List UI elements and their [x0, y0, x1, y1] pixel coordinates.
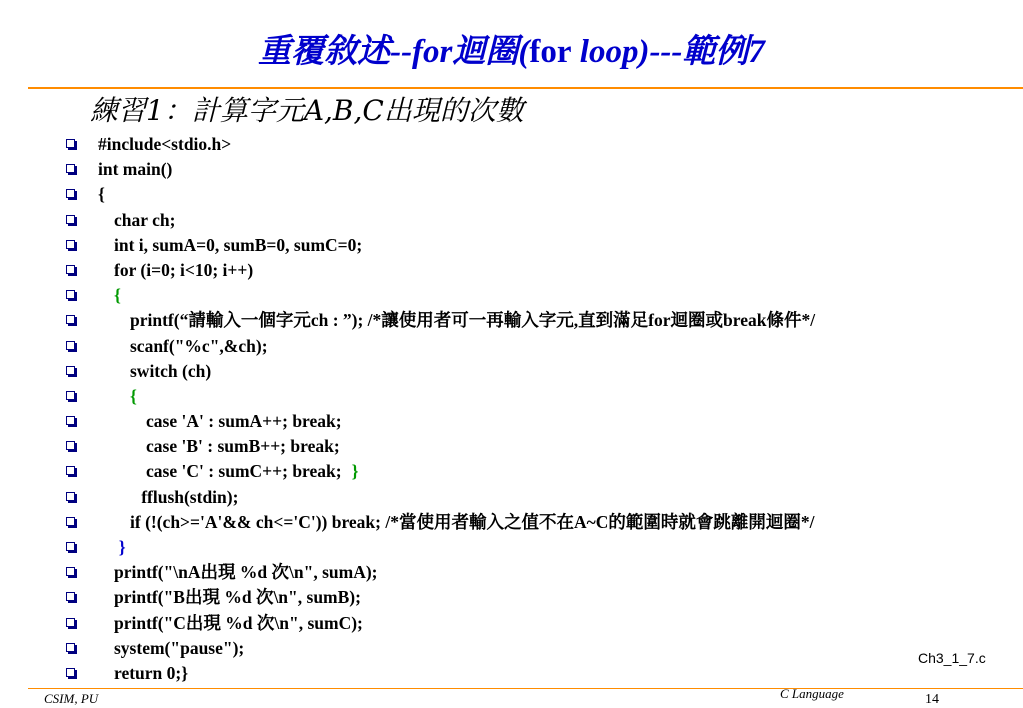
title-part-1: 重覆敘述--for迴圈(: [258, 34, 530, 70]
footer-course: CSIM, PU: [44, 691, 99, 706]
footer-divider: [28, 688, 1023, 689]
footer-subject: C Language: [780, 686, 844, 701]
code-line-text: [130, 384, 137, 409]
code-line-text: [98, 132, 231, 157]
code-line: [0, 611, 1023, 636]
square-bullet-icon: [66, 668, 75, 677]
file-label: Ch3_1_7.c: [918, 650, 986, 666]
square-bullet-icon: [66, 164, 75, 173]
code-line: [0, 661, 1023, 686]
square-bullet-icon: [66, 567, 75, 576]
code-text: scanf("%c",&ch);: [130, 335, 268, 356]
square-bullet-icon: [66, 215, 75, 224]
code-line: [0, 585, 1023, 610]
code-text: printf("B出現 %d 次\n", sumB);: [114, 587, 361, 608]
square-bullet-icon: [66, 341, 75, 350]
code-line: [0, 132, 1023, 157]
code-line-text: [130, 334, 268, 359]
code-text: printf("C出現 %d 次\n", sumC);: [114, 612, 363, 633]
title-part-2: for: [529, 34, 572, 70]
code-text: case 'C' : sumC++; break;: [146, 461, 342, 482]
code-line: [0, 283, 1023, 308]
code-text: }: [118, 537, 126, 557]
square-bullet-icon: [66, 492, 75, 501]
title-part-3: loop)---範例7: [571, 34, 765, 70]
code-line: [0, 560, 1023, 585]
code-line: [0, 434, 1023, 459]
code-line-text: [114, 208, 175, 233]
code-line-text: [119, 535, 126, 560]
square-bullet-icon: [66, 290, 75, 299]
code-line-text: [114, 283, 121, 308]
code-line-text: [114, 611, 363, 636]
square-bullet-icon: [66, 240, 75, 249]
square-bullet-icon: [66, 315, 75, 324]
title-divider: [28, 87, 1023, 89]
square-bullet-icon: [66, 441, 75, 450]
code-line: [0, 535, 1023, 560]
code-text: printf("\nA出現 %d 次\n", sumA);: [114, 562, 378, 583]
square-bullet-icon: [66, 391, 75, 400]
square-bullet-icon: [66, 366, 75, 375]
code-text: if (!(ch>='A'&& ch<='C')) break; /*當使用者輸入之值不在A~C的範圍時就會跳離開迴圈*/: [130, 511, 815, 532]
code-line-text: [141, 485, 238, 510]
code-line: [0, 359, 1023, 384]
code-text: printf(“請輸入一個字元ch : ”); /*讓使用者可一再輸入字元,直到滿足for迴圈或break條件*/: [130, 310, 816, 331]
code-text: char ch;: [114, 209, 176, 230]
code-line: [0, 233, 1023, 258]
square-bullet-icon: [66, 592, 75, 601]
code-text: for (i=0; i<10; i++): [114, 259, 254, 280]
code-listing: [0, 132, 1023, 686]
code-line: [0, 208, 1023, 233]
square-bullet-icon: [66, 618, 75, 627]
code-line: [0, 459, 1023, 484]
code-line: [0, 510, 1023, 535]
code-line: [0, 409, 1023, 434]
square-bullet-icon: [66, 416, 75, 425]
code-text: case 'B' : sumB++; break;: [146, 436, 340, 457]
code-line: [0, 308, 1023, 333]
code-line-text: [146, 409, 342, 434]
code-text: {: [130, 385, 137, 406]
code-line-text: [114, 661, 188, 686]
code-closing-brace: }: [351, 461, 359, 482]
square-bullet-icon: [66, 517, 75, 526]
code-line-text: [130, 359, 211, 384]
code-text: {: [114, 285, 121, 306]
slide-title: [0, 32, 1023, 72]
code-line: [0, 334, 1023, 359]
square-bullet-icon: [66, 643, 75, 652]
code-line-text: [98, 182, 105, 207]
square-bullet-icon: [66, 466, 75, 475]
code-line: [0, 258, 1023, 283]
square-bullet-icon: [66, 265, 75, 274]
code-line-text: [114, 636, 244, 661]
code-line-text: [146, 434, 340, 459]
square-bullet-icon: [66, 542, 75, 551]
square-bullet-icon: [66, 139, 75, 148]
code-line-text: [130, 308, 815, 333]
code-line-text: [114, 233, 362, 258]
code-text: int i, sumA=0, sumB=0, sumC=0;: [114, 234, 363, 255]
code-line-text: [114, 258, 253, 283]
code-text: system("pause");: [114, 637, 245, 658]
code-text: fflush(stdin);: [141, 486, 239, 507]
slide-subtitle: 練習1：計算字元A,B,C出現的次數: [90, 94, 524, 127]
code-line: [0, 182, 1023, 207]
code-line: [0, 157, 1023, 182]
code-text: #include<stdio.h>: [98, 134, 232, 154]
page-number: 14: [925, 692, 939, 707]
code-text: switch (ch): [130, 360, 212, 381]
code-line: [0, 636, 1023, 661]
code-line-text: [130, 510, 814, 535]
code-line-text: [98, 157, 172, 182]
code-text: int main(): [98, 159, 173, 180]
square-bullet-icon: [66, 189, 75, 198]
code-text: {: [98, 184, 105, 205]
code-line-text: [146, 459, 358, 484]
code-text: return 0;}: [114, 662, 189, 683]
code-line-text: [114, 560, 377, 585]
code-line: [0, 485, 1023, 510]
code-text: case 'A' : sumA++; break;: [146, 411, 342, 432]
code-line-text: [114, 585, 361, 610]
code-line: [0, 384, 1023, 409]
